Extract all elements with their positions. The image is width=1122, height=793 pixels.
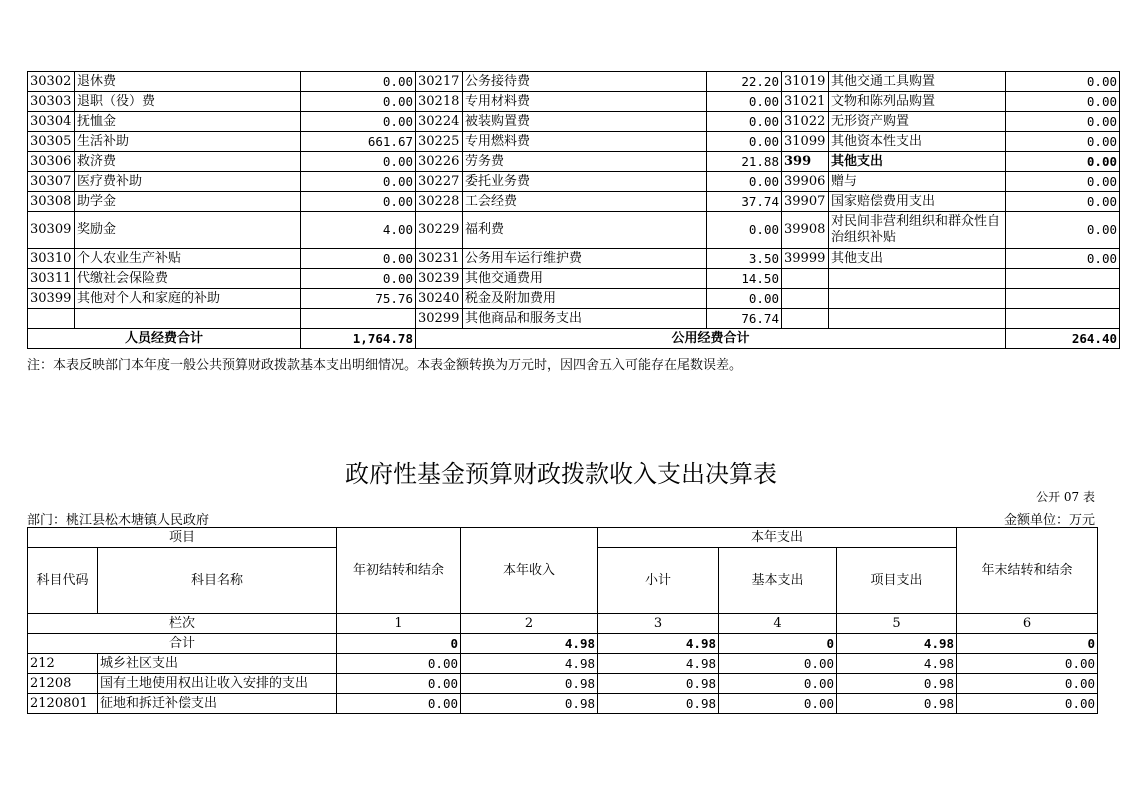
item-name: 个人农业生产补贴 <box>75 249 301 269</box>
item-name: 生活补助 <box>75 132 301 152</box>
amount-cell: 0.00 <box>957 694 1098 714</box>
table-row <box>28 192 1120 212</box>
item-value: 0.00 <box>301 192 416 212</box>
sum-value: 0 <box>719 634 837 654</box>
table-row <box>28 112 1120 132</box>
subject-code: 212 <box>28 654 98 674</box>
item-code: 39907 <box>782 192 829 212</box>
item-value: 0.00 <box>301 172 416 192</box>
item-name: 无形资产购置 <box>829 112 1006 132</box>
item-name: 代缴社会保险费 <box>75 269 301 289</box>
item-name <box>829 289 1006 309</box>
header-basic: 基本支出 <box>719 548 837 614</box>
item-code: 30306 <box>28 152 75 172</box>
item-value: 0.00 <box>707 132 782 152</box>
unit-label: 金额单位：万元 <box>1003 513 1095 528</box>
item-code: 39906 <box>782 172 829 192</box>
item-code: 30227 <box>416 172 463 192</box>
amount-cell: 0.00 <box>957 654 1098 674</box>
table-row <box>28 309 1120 329</box>
header-income: 本年收入 <box>461 528 598 614</box>
header-name: 科目名称 <box>98 548 337 614</box>
table-row <box>28 152 1120 172</box>
subject-code: 21208 <box>28 674 98 694</box>
item-name: 赠与 <box>829 172 1006 192</box>
amount-cell: 4.98 <box>837 654 957 674</box>
item-code: 30308 <box>28 192 75 212</box>
table-note: 注：本表反映部门本年度一般公共预算财政拨款基本支出明细情况。本表金额转换为万元时，因四舍五入可能存在尾数误差。 <box>27 358 743 373</box>
item-value <box>301 309 416 329</box>
item-name <box>75 309 301 329</box>
header-code: 科目代码 <box>28 548 98 614</box>
item-value: 22.20 <box>707 72 782 92</box>
column-number-row <box>28 614 1098 634</box>
table-row <box>28 212 1120 249</box>
item-name: 文物和陈列品购置 <box>829 92 1006 112</box>
total-personnel-label: 人员经费合计 <box>28 329 301 349</box>
item-code: 31019 <box>782 72 829 92</box>
item-name: 医疗费补助 <box>75 172 301 192</box>
sum-value: 4.98 <box>837 634 957 654</box>
item-code: 31021 <box>782 92 829 112</box>
item-value: 3.50 <box>707 249 782 269</box>
item-name: 被装购置费 <box>463 112 707 132</box>
table-row <box>28 172 1120 192</box>
table-row <box>28 674 1098 694</box>
table-row <box>28 249 1120 269</box>
sum-value: 4.98 <box>461 634 598 654</box>
item-code: 30231 <box>416 249 463 269</box>
item-value: 0.00 <box>707 172 782 192</box>
item-code: 31022 <box>782 112 829 132</box>
item-value: 0.00 <box>1006 172 1120 192</box>
item-value: 0.00 <box>301 112 416 132</box>
item-name: 抚恤金 <box>75 112 301 132</box>
item-value: 75.76 <box>301 289 416 309</box>
amount-cell: 0.98 <box>461 694 598 714</box>
item-value: 76.74 <box>707 309 782 329</box>
item-value: 0.00 <box>707 92 782 112</box>
item-name: 劳务费 <box>463 152 707 172</box>
table-row <box>28 289 1120 309</box>
col-num: 2 <box>461 614 598 634</box>
item-value: 0.00 <box>707 289 782 309</box>
item-name <box>829 269 1006 289</box>
item-code: 30225 <box>416 132 463 152</box>
item-name: 助学金 <box>75 192 301 212</box>
item-value: 0.00 <box>1006 92 1120 112</box>
item-name: 对民间非营利组织和群众性自治组织补贴 <box>829 212 1006 249</box>
item-code: 30218 <box>416 92 463 112</box>
item-code: 30217 <box>416 72 463 92</box>
header-project: 项目支出 <box>837 548 957 614</box>
amount-cell: 4.98 <box>598 654 719 674</box>
item-code: 39908 <box>782 212 829 249</box>
item-name: 救济费 <box>75 152 301 172</box>
total-public-value: 264.40 <box>1006 329 1120 349</box>
amount-cell: 0.98 <box>837 674 957 694</box>
fund-budget-table <box>27 527 1098 714</box>
col-num: 3 <box>598 614 719 634</box>
item-code: 30229 <box>416 212 463 249</box>
subject-name: 国有土地使用权出让收入安排的支出 <box>98 674 337 694</box>
item-value: 0.00 <box>301 152 416 172</box>
item-name: 其他支出 <box>829 249 1006 269</box>
item-value: 0.00 <box>1006 249 1120 269</box>
item-name: 其他资本性支出 <box>829 132 1006 152</box>
item-code: 30303 <box>28 92 75 112</box>
table-row <box>28 92 1120 112</box>
item-code: 31099 <box>782 132 829 152</box>
sum-label: 合计 <box>28 634 337 654</box>
amount-cell: 0.00 <box>719 674 837 694</box>
expense-detail-table <box>27 71 1120 349</box>
item-code: 30226 <box>416 152 463 172</box>
item-value: 0.00 <box>301 269 416 289</box>
table-row <box>28 269 1120 289</box>
item-code: 30240 <box>416 289 463 309</box>
item-code: 30228 <box>416 192 463 212</box>
item-name: 退职（役）费 <box>75 92 301 112</box>
subject-name: 城乡社区支出 <box>98 654 337 674</box>
item-value: 0.00 <box>1006 212 1120 249</box>
item-value: 0.00 <box>301 72 416 92</box>
header-closing: 年末结转和结余 <box>957 528 1098 614</box>
item-code: 30239 <box>416 269 463 289</box>
item-code: 30307 <box>28 172 75 192</box>
item-value: 0.00 <box>1006 112 1120 132</box>
item-code <box>28 309 75 329</box>
item-name: 委托业务费 <box>463 172 707 192</box>
total-public-label: 公用经费合计 <box>416 329 1006 349</box>
table-row <box>28 72 1120 92</box>
item-code: 30399 <box>28 289 75 309</box>
item-code: 30310 <box>28 249 75 269</box>
item-name: 国家赔偿费用支出 <box>829 192 1006 212</box>
amount-cell: 0.00 <box>337 654 461 674</box>
item-name: 其他支出 <box>829 152 1006 172</box>
amount-cell: 0.98 <box>461 674 598 694</box>
item-value: 661.67 <box>301 132 416 152</box>
item-value: 0.00 <box>301 249 416 269</box>
header-item: 项目 <box>28 528 337 548</box>
fund-table-title: 政府性基金预算财政拨款收入支出决算表 <box>345 460 777 488</box>
item-name: 公务接待费 <box>463 72 707 92</box>
item-name: 公务用车运行维护费 <box>463 249 707 269</box>
header-opening: 年初结转和结余 <box>337 528 461 614</box>
amount-cell: 0.00 <box>719 654 837 674</box>
amount-cell: 4.98 <box>461 654 598 674</box>
fund-table-body <box>28 654 1098 714</box>
item-code: 30304 <box>28 112 75 132</box>
item-code: 30224 <box>416 112 463 132</box>
item-value <box>1006 289 1120 309</box>
item-value <box>1006 269 1120 289</box>
header-subtotal: 小计 <box>598 548 719 614</box>
sum-value: 4.98 <box>598 634 719 654</box>
department-label: 部门：桃江县松木塘镇人民政府 <box>27 513 210 528</box>
item-value: 0.00 <box>1006 72 1120 92</box>
sum-row <box>28 634 1098 654</box>
item-value: 21.88 <box>707 152 782 172</box>
item-value: 37.74 <box>707 192 782 212</box>
col-num: 1 <box>337 614 461 634</box>
item-name: 专用材料费 <box>463 92 707 112</box>
item-value: 0.00 <box>1006 152 1120 172</box>
item-code <box>782 289 829 309</box>
amount-cell: 0.00 <box>337 694 461 714</box>
header-expense: 本年支出 <box>598 528 957 548</box>
item-code <box>782 309 829 329</box>
amount-cell: 0.00 <box>719 694 837 714</box>
col-num: 5 <box>837 614 957 634</box>
item-code: 30311 <box>28 269 75 289</box>
sum-value: 0 <box>337 634 461 654</box>
item-name: 奖励金 <box>75 212 301 249</box>
col-num: 4 <box>719 614 837 634</box>
item-name: 税金及附加费用 <box>463 289 707 309</box>
sum-value: 0 <box>957 634 1098 654</box>
item-code <box>782 269 829 289</box>
item-name: 专用燃料费 <box>463 132 707 152</box>
amount-cell: 0.00 <box>957 674 1098 694</box>
item-name: 其他交通工具购置 <box>829 72 1006 92</box>
amount-cell: 0.98 <box>598 674 719 694</box>
item-value: 0.00 <box>707 112 782 132</box>
item-value <box>1006 309 1120 329</box>
item-name: 退休费 <box>75 72 301 92</box>
table-row <box>28 132 1120 152</box>
item-code: 399 <box>782 152 829 172</box>
col-label: 栏次 <box>28 614 337 634</box>
expense-table-body <box>28 72 1120 349</box>
table-row <box>28 654 1098 674</box>
item-value: 0.00 <box>1006 132 1120 152</box>
subject-code: 2120801 <box>28 694 98 714</box>
item-code: 39999 <box>782 249 829 269</box>
table-number: 公开 07 表 <box>1036 490 1095 504</box>
item-name: 其他交通费用 <box>463 269 707 289</box>
item-code: 30305 <box>28 132 75 152</box>
item-name <box>829 309 1006 329</box>
total-personnel-value: 1,764.78 <box>301 329 416 349</box>
item-name: 其他商品和服务支出 <box>463 309 707 329</box>
amount-cell: 0.98 <box>598 694 719 714</box>
total-row <box>28 329 1120 349</box>
item-code: 30299 <box>416 309 463 329</box>
item-value: 0.00 <box>1006 192 1120 212</box>
item-value: 0.00 <box>301 92 416 112</box>
col-num: 6 <box>957 614 1098 634</box>
amount-cell: 0.00 <box>337 674 461 694</box>
table-row <box>28 694 1098 714</box>
subject-name: 征地和拆迁补偿支出 <box>98 694 337 714</box>
item-code: 30309 <box>28 212 75 249</box>
item-name: 工会经费 <box>463 192 707 212</box>
item-value: 0.00 <box>707 212 782 249</box>
item-value: 4.00 <box>301 212 416 249</box>
amount-cell: 0.98 <box>837 694 957 714</box>
item-name: 其他对个人和家庭的补助 <box>75 289 301 309</box>
item-value: 14.50 <box>707 269 782 289</box>
item-code: 30302 <box>28 72 75 92</box>
item-name: 福利费 <box>463 212 707 249</box>
